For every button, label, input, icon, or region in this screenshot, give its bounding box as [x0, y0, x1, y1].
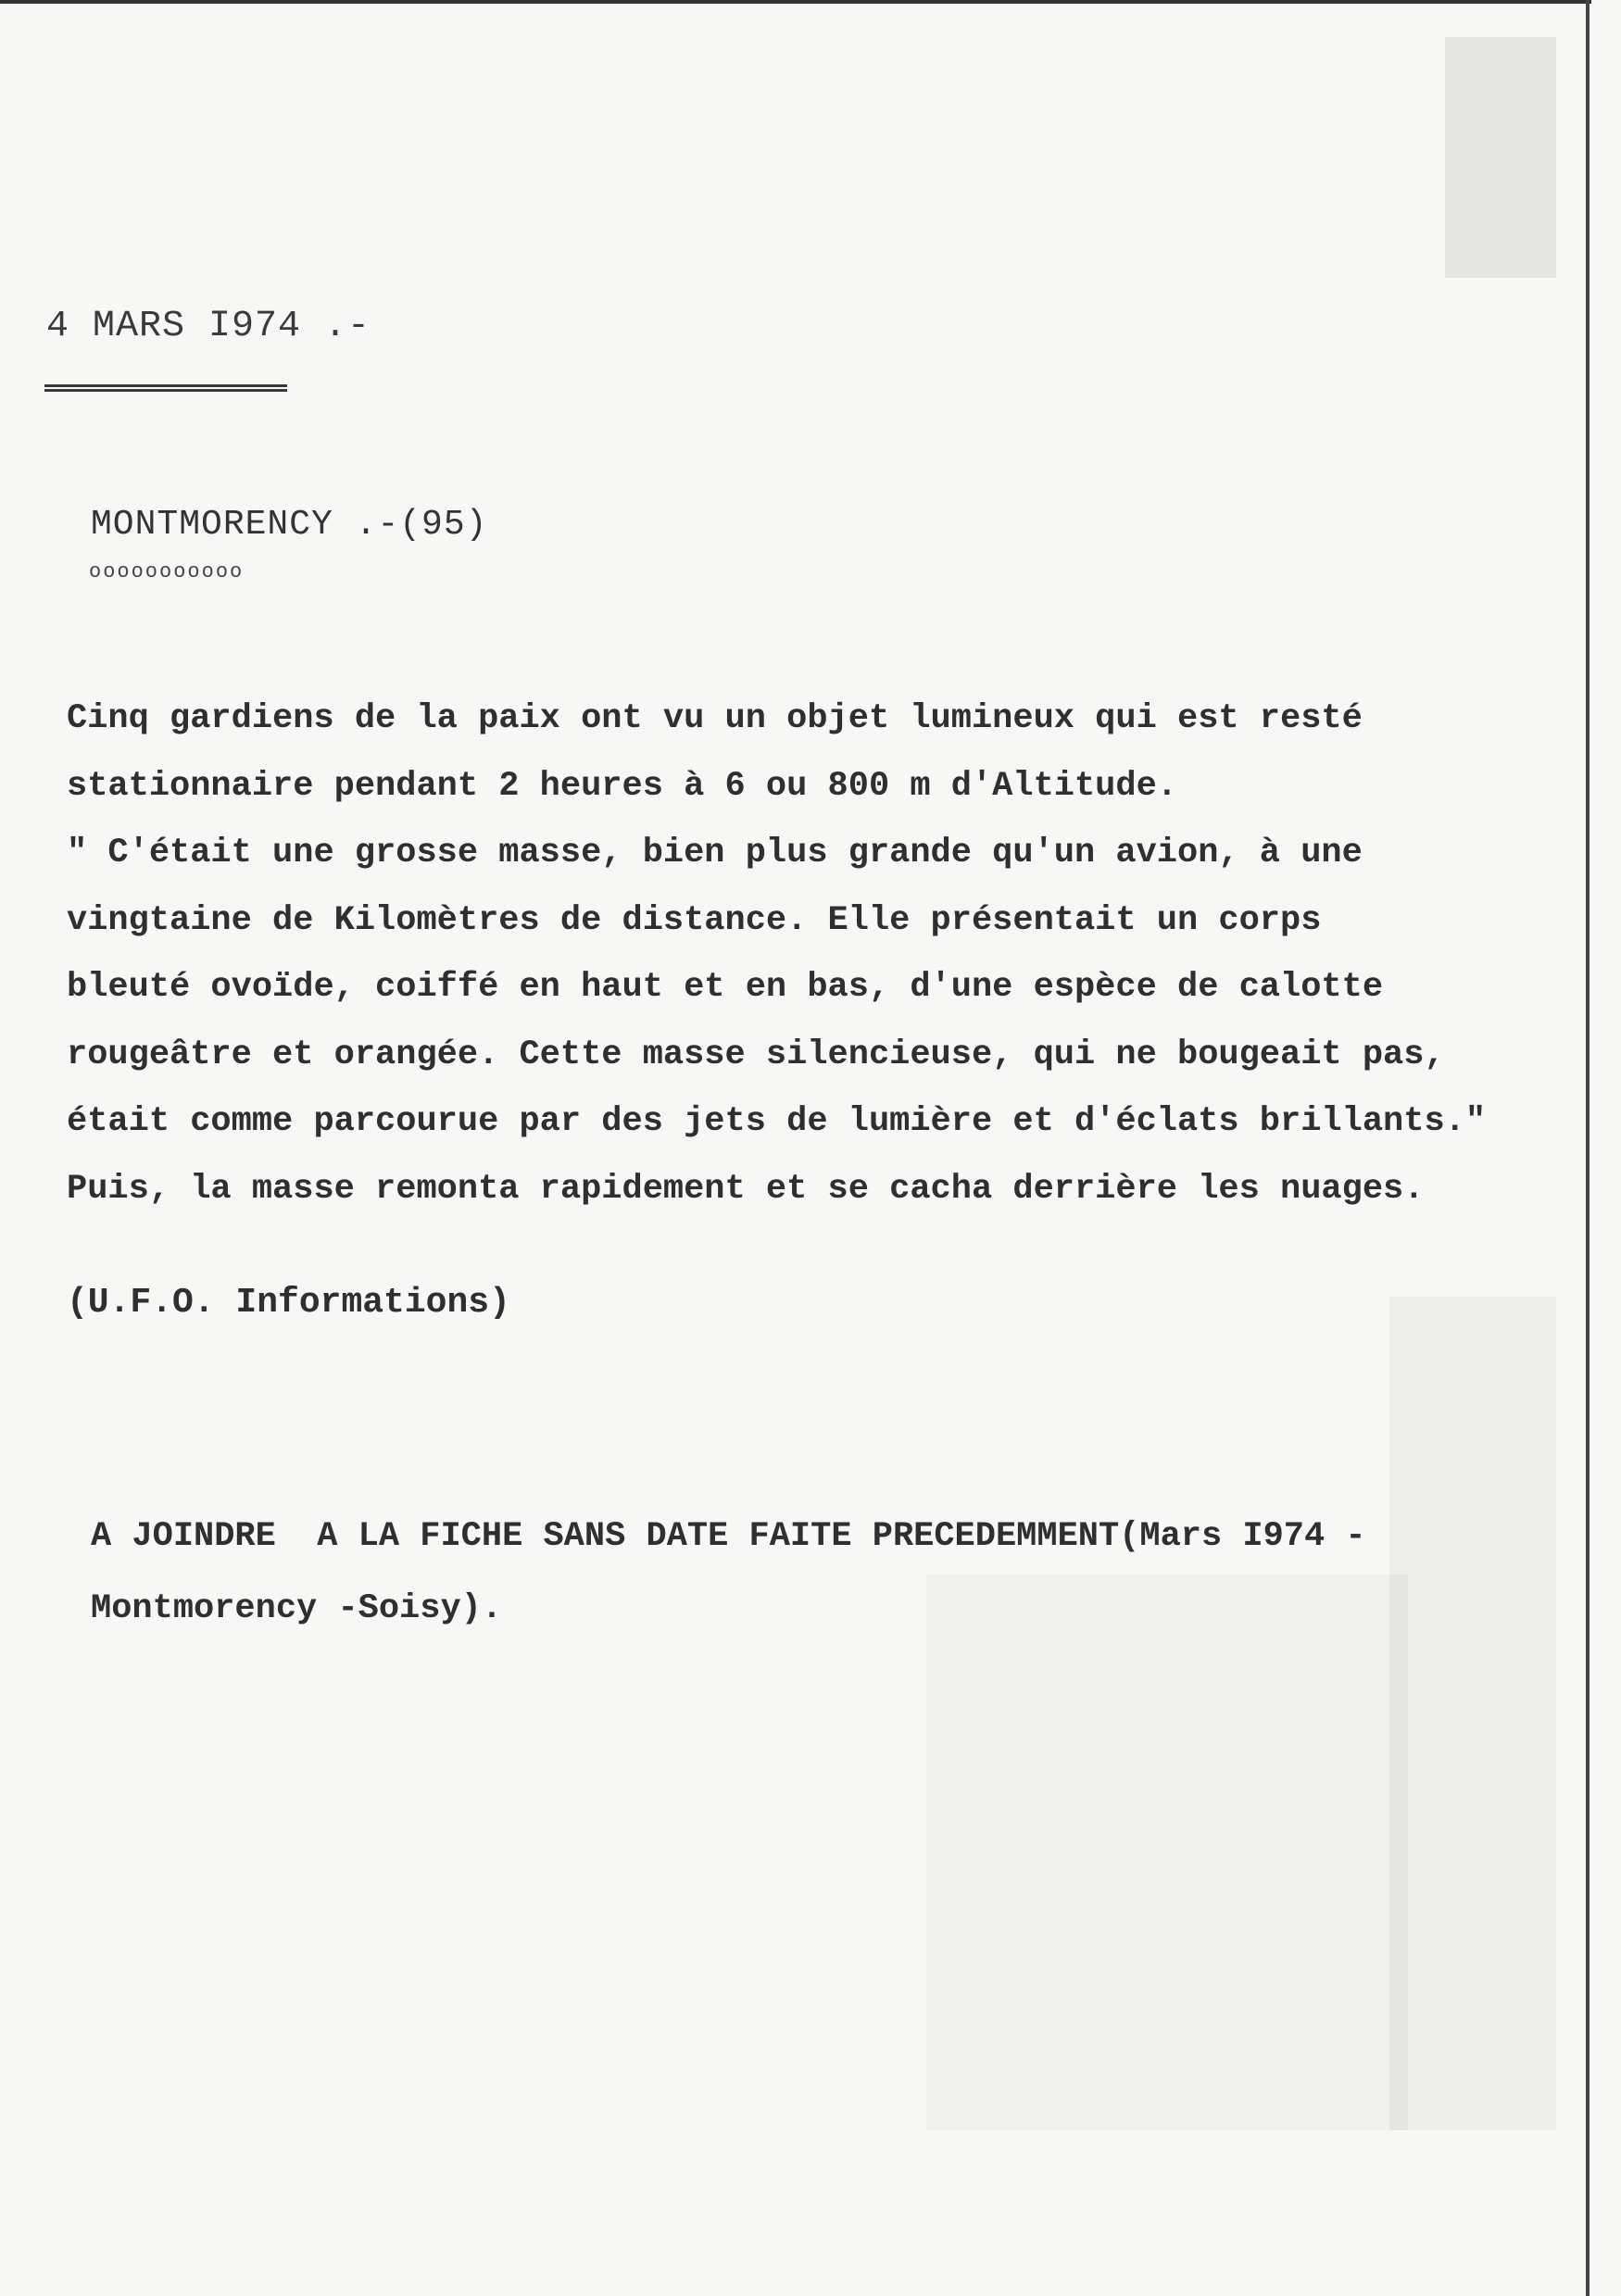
report-date: 4 MARS I974 .-	[46, 306, 371, 347]
report-line: rougeâtre et orangée. Cette masse silencieuse, qui ne bougeait pas,	[67, 1035, 1445, 1074]
scan-speckle	[1445, 37, 1556, 278]
scan-speckle	[926, 1575, 1408, 2130]
scan-speckle	[1389, 1297, 1556, 2130]
report-body	[67, 685, 1567, 1223]
report-line: stationnaire pendant 2 heures à 6 ou 800 m d'Altitude.	[67, 766, 1177, 806]
source-citation: (U.F.O. Informations)	[67, 1283, 510, 1323]
note-line: Montmorency -Soisy).	[91, 1589, 503, 1628]
page-right-border	[1586, 0, 1590, 2296]
report-line: bleuté ovoïde, coiffé en haut et en bas, d'une espèce de calotte	[67, 968, 1384, 1007]
report-line: était comme parcourue par des jets de lumière et d'éclats brillants."	[67, 1102, 1487, 1141]
page-top-border	[0, 0, 1591, 4]
report-line: Cinq gardiens de la paix ont vu un objet lumineux qui est resté	[67, 699, 1363, 738]
report-line: Puis, la masse remonta rapidement et se cacha derrière les nuages.	[67, 1169, 1425, 1209]
report-line: vingtaine de Kilomètres de distance. Elle présentait un corps	[67, 900, 1322, 940]
date-underline	[44, 384, 287, 387]
attachment-note	[91, 1500, 1366, 1645]
location-underline: ooooooooooo	[89, 560, 245, 583]
report-line: " C'était une grosse masse, bien plus grande qu'un avion, à une	[67, 834, 1363, 872]
note-line: A JOINDRE A LA FICHE SANS DATE FAITE PRECEDEMMENT(Mars I974 -	[91, 1517, 1366, 1556]
report-location: MONTMORENCY .-(95)	[91, 505, 488, 545]
